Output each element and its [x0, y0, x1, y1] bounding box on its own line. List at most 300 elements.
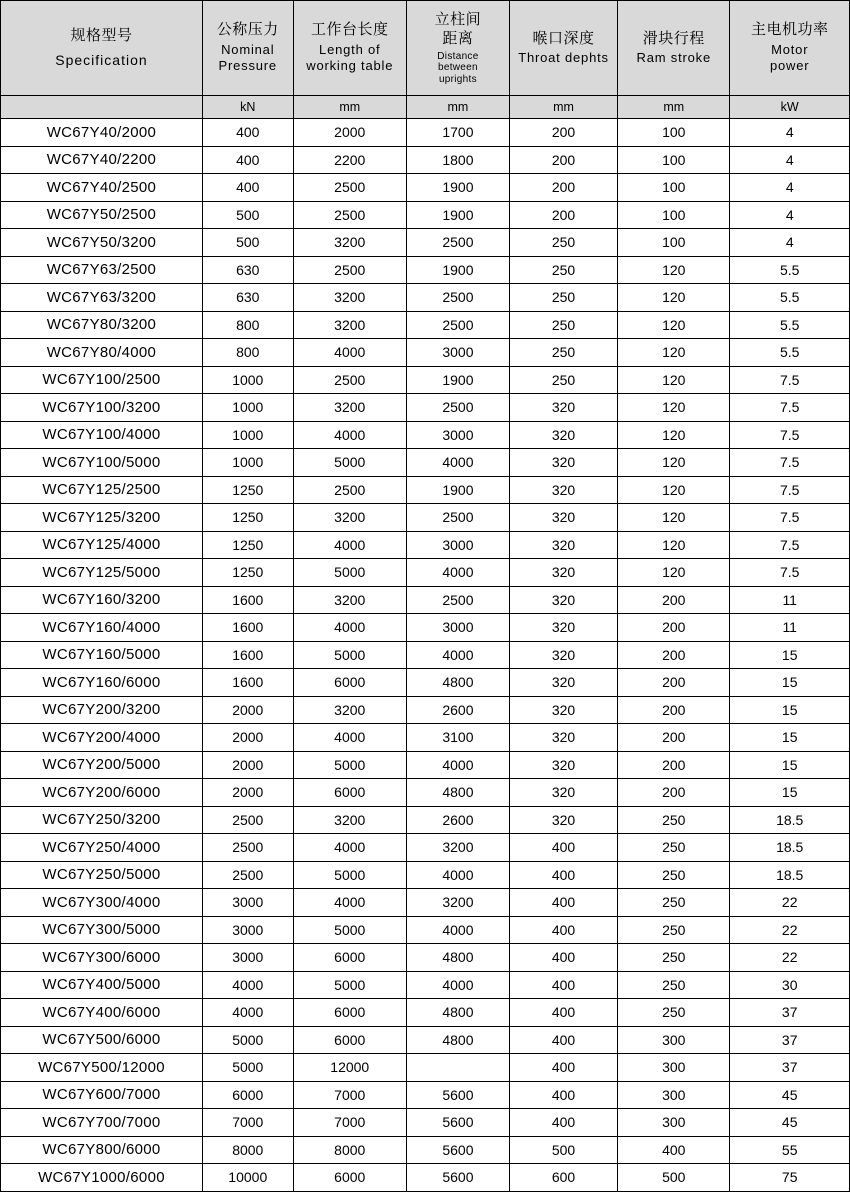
- cell-value: 30: [730, 971, 850, 999]
- cell-value: 15: [730, 751, 850, 779]
- cell-value: 22: [730, 916, 850, 944]
- cell-value: 5.5: [730, 311, 850, 339]
- cell-value: 2500: [406, 586, 509, 614]
- column-header-cn-0: 规格型号: [70, 26, 133, 44]
- cell-value: 4: [730, 146, 850, 174]
- cell-value: 6000: [293, 1026, 406, 1054]
- cell-value: 400: [202, 174, 293, 202]
- cell-value: 400: [202, 119, 293, 147]
- cell-value: 3200: [293, 394, 406, 422]
- cell-value: 45: [730, 1109, 850, 1137]
- table-row: [1, 696, 850, 724]
- cell-value: 4000: [406, 751, 509, 779]
- cell-value: 2500: [406, 229, 509, 257]
- cell-value: 500: [202, 201, 293, 229]
- cell-value: 7000: [202, 1109, 293, 1137]
- cell-value: 400: [509, 834, 617, 862]
- cell-specification: WC67Y160/6000: [1, 669, 203, 697]
- cell-value: [406, 1054, 509, 1082]
- cell-value: 320: [509, 449, 617, 477]
- cell-specification: WC67Y1000/6000: [1, 1164, 203, 1192]
- cell-specification: WC67Y50/3200: [1, 229, 203, 257]
- cell-value: 3200: [293, 284, 406, 312]
- cell-specification: WC67Y200/6000: [1, 779, 203, 807]
- cell-value: 1900: [406, 174, 509, 202]
- cell-value: 7.5: [730, 449, 850, 477]
- cell-value: 3000: [406, 531, 509, 559]
- cell-value: 4000: [293, 889, 406, 917]
- column-unit-4: mm: [509, 96, 617, 119]
- cell-value: 320: [509, 614, 617, 642]
- cell-value: 250: [509, 339, 617, 367]
- cell-value: 400: [509, 944, 617, 972]
- table-body: [1, 119, 850, 1192]
- cell-value: 7.5: [730, 476, 850, 504]
- cell-specification: WC67Y800/6000: [1, 1136, 203, 1164]
- cell-value: 320: [509, 504, 617, 532]
- column-header-cn-6: 主电机功率: [750, 21, 829, 39]
- cell-specification: WC67Y400/5000: [1, 971, 203, 999]
- table-row: [1, 174, 850, 202]
- cell-value: 4800: [406, 1026, 509, 1054]
- cell-value: 1700: [406, 119, 509, 147]
- cell-value: 250: [618, 916, 730, 944]
- cell-value: 10000: [202, 1164, 293, 1192]
- cell-value: 4000: [293, 421, 406, 449]
- table-row: [1, 999, 850, 1027]
- cell-value: 15: [730, 779, 850, 807]
- cell-value: 5600: [406, 1081, 509, 1109]
- table-row: [1, 724, 850, 752]
- cell-value: 3000: [406, 339, 509, 367]
- cell-value: 2500: [293, 366, 406, 394]
- column-header-cn-2: 工作台长度: [311, 21, 389, 39]
- header-row-titles: [1, 1, 850, 96]
- cell-value: 2500: [202, 861, 293, 889]
- cell-value: 7.5: [730, 421, 850, 449]
- cell-value: 5000: [293, 751, 406, 779]
- cell-value: 3200: [293, 229, 406, 257]
- cell-value: 250: [509, 256, 617, 284]
- cell-value: 5000: [293, 449, 406, 477]
- cell-specification: WC67Y40/2000: [1, 119, 203, 147]
- cell-value: 5000: [293, 641, 406, 669]
- cell-value: 500: [202, 229, 293, 257]
- table-row: [1, 394, 850, 422]
- cell-value: 1000: [202, 449, 293, 477]
- cell-value: 320: [509, 779, 617, 807]
- cell-value: 2600: [406, 696, 509, 724]
- column-header-en-5: Ram stroke: [636, 50, 711, 66]
- cell-value: 7000: [293, 1109, 406, 1137]
- cell-value: 120: [618, 394, 730, 422]
- table-row: [1, 889, 850, 917]
- cell-value: 250: [509, 284, 617, 312]
- cell-value: 7.5: [730, 504, 850, 532]
- cell-value: 2500: [293, 256, 406, 284]
- cell-value: 2000: [202, 779, 293, 807]
- cell-value: 2500: [293, 476, 406, 504]
- cell-value: 22: [730, 944, 850, 972]
- cell-value: 3100: [406, 724, 509, 752]
- cell-value: 120: [618, 559, 730, 587]
- cell-value: 100: [618, 146, 730, 174]
- cell-value: 5000: [202, 1026, 293, 1054]
- cell-value: 400: [509, 1054, 617, 1082]
- cell-specification: WC67Y125/2500: [1, 476, 203, 504]
- cell-value: 320: [509, 531, 617, 559]
- cell-value: 5000: [293, 559, 406, 587]
- cell-value: 120: [618, 366, 730, 394]
- cell-specification: WC67Y100/2500: [1, 366, 203, 394]
- table-row: [1, 146, 850, 174]
- table-row: [1, 779, 850, 807]
- cell-value: 5.5: [730, 284, 850, 312]
- cell-value: 120: [618, 504, 730, 532]
- cell-value: 1000: [202, 366, 293, 394]
- cell-value: 37: [730, 1026, 850, 1054]
- table-row: [1, 971, 850, 999]
- cell-specification: WC67Y40/2500: [1, 174, 203, 202]
- cell-specification: WC67Y125/3200: [1, 504, 203, 532]
- cell-value: 1250: [202, 476, 293, 504]
- cell-value: 11: [730, 586, 850, 614]
- cell-value: 630: [202, 284, 293, 312]
- table-row: [1, 806, 850, 834]
- cell-value: 200: [509, 119, 617, 147]
- cell-value: 400: [509, 1081, 617, 1109]
- column-header-en-1: Nominal Pressure: [218, 42, 277, 74]
- cell-value: 400: [509, 1026, 617, 1054]
- column-header-0: [1, 1, 203, 96]
- cell-value: 320: [509, 394, 617, 422]
- cell-specification: WC67Y125/5000: [1, 559, 203, 587]
- table-row: [1, 559, 850, 587]
- cell-value: 1600: [202, 669, 293, 697]
- cell-value: 800: [202, 339, 293, 367]
- cell-value: 7.5: [730, 531, 850, 559]
- cell-value: 5600: [406, 1109, 509, 1137]
- column-header-2: [293, 1, 406, 96]
- cell-value: 250: [618, 971, 730, 999]
- cell-value: 1600: [202, 641, 293, 669]
- cell-value: 12000: [293, 1054, 406, 1082]
- cell-value: 320: [509, 421, 617, 449]
- cell-specification: WC67Y80/4000: [1, 339, 203, 367]
- cell-value: 4: [730, 174, 850, 202]
- cell-value: 320: [509, 724, 617, 752]
- cell-value: 75: [730, 1164, 850, 1192]
- cell-value: 1900: [406, 256, 509, 284]
- cell-value: 55: [730, 1136, 850, 1164]
- cell-value: 6000: [293, 779, 406, 807]
- cell-specification: WC67Y700/7000: [1, 1109, 203, 1137]
- cell-value: 1000: [202, 394, 293, 422]
- cell-value: 250: [618, 999, 730, 1027]
- cell-value: 400: [618, 1136, 730, 1164]
- cell-value: 3200: [406, 889, 509, 917]
- cell-specification: WC67Y200/4000: [1, 724, 203, 752]
- cell-value: 7.5: [730, 366, 850, 394]
- cell-value: 45: [730, 1081, 850, 1109]
- cell-value: 1900: [406, 201, 509, 229]
- cell-value: 3000: [202, 916, 293, 944]
- cell-value: 4000: [293, 339, 406, 367]
- cell-specification: WC67Y125/4000: [1, 531, 203, 559]
- cell-specification: WC67Y50/2500: [1, 201, 203, 229]
- cell-value: 2500: [406, 504, 509, 532]
- cell-value: 3000: [202, 944, 293, 972]
- column-header-cn-4: 喉口深度: [532, 29, 595, 47]
- cell-value: 320: [509, 586, 617, 614]
- cell-value: 120: [618, 421, 730, 449]
- cell-value: 4000: [202, 971, 293, 999]
- cell-value: 15: [730, 696, 850, 724]
- cell-value: 5000: [293, 861, 406, 889]
- cell-value: 15: [730, 724, 850, 752]
- table-row: [1, 916, 850, 944]
- cell-specification: WC67Y200/5000: [1, 751, 203, 779]
- cell-value: 600: [509, 1164, 617, 1192]
- cell-value: 22: [730, 889, 850, 917]
- column-unit-1: kN: [202, 96, 293, 119]
- cell-specification: WC67Y160/5000: [1, 641, 203, 669]
- column-unit-0: [1, 96, 203, 119]
- table-row: [1, 944, 850, 972]
- cell-value: 500: [618, 1164, 730, 1192]
- cell-value: 2500: [202, 806, 293, 834]
- table-row: [1, 311, 850, 339]
- cell-value: 400: [509, 1109, 617, 1137]
- table-row: [1, 1054, 850, 1082]
- table-row: [1, 421, 850, 449]
- cell-value: 3200: [406, 834, 509, 862]
- cell-value: 6000: [293, 944, 406, 972]
- cell-value: 320: [509, 669, 617, 697]
- cell-value: 4800: [406, 779, 509, 807]
- cell-value: 3200: [293, 311, 406, 339]
- cell-specification: WC67Y63/2500: [1, 256, 203, 284]
- cell-value: 120: [618, 449, 730, 477]
- cell-value: 18.5: [730, 806, 850, 834]
- table-row: [1, 284, 850, 312]
- cell-value: 3000: [202, 889, 293, 917]
- cell-value: 2200: [293, 146, 406, 174]
- cell-value: 1000: [202, 421, 293, 449]
- table-row: [1, 339, 850, 367]
- table-row: [1, 751, 850, 779]
- cell-value: 300: [618, 1054, 730, 1082]
- cell-value: 5600: [406, 1136, 509, 1164]
- column-header-cn-5: 滑块行程: [642, 29, 705, 47]
- cell-value: 7.5: [730, 559, 850, 587]
- cell-value: 1250: [202, 559, 293, 587]
- column-unit-6: kW: [730, 96, 850, 119]
- cell-specification: WC67Y100/4000: [1, 421, 203, 449]
- column-header-6: [730, 1, 850, 96]
- column-header-4: [509, 1, 617, 96]
- cell-value: 4000: [293, 834, 406, 862]
- cell-value: 4000: [406, 641, 509, 669]
- cell-value: 1800: [406, 146, 509, 174]
- cell-specification: WC67Y250/5000: [1, 861, 203, 889]
- cell-value: 120: [618, 339, 730, 367]
- cell-value: 200: [509, 201, 617, 229]
- cell-specification: WC67Y500/12000: [1, 1054, 203, 1082]
- cell-value: 100: [618, 119, 730, 147]
- cell-value: 7000: [293, 1081, 406, 1109]
- cell-value: 2600: [406, 806, 509, 834]
- cell-specification: WC67Y300/6000: [1, 944, 203, 972]
- cell-value: 4000: [202, 999, 293, 1027]
- table-row: [1, 1164, 850, 1192]
- cell-value: 1600: [202, 614, 293, 642]
- cell-specification: WC67Y160/4000: [1, 614, 203, 642]
- cell-value: 250: [618, 806, 730, 834]
- cell-value: 200: [618, 724, 730, 752]
- table-row: [1, 504, 850, 532]
- table-row: [1, 366, 850, 394]
- cell-value: 120: [618, 311, 730, 339]
- cell-value: 4000: [406, 971, 509, 999]
- cell-value: 5000: [202, 1054, 293, 1082]
- table-row: [1, 119, 850, 147]
- cell-value: 250: [618, 889, 730, 917]
- cell-value: 2500: [293, 201, 406, 229]
- cell-value: 4: [730, 119, 850, 147]
- cell-value: 400: [509, 999, 617, 1027]
- cell-value: 200: [509, 174, 617, 202]
- cell-value: 3000: [406, 421, 509, 449]
- cell-value: 100: [618, 174, 730, 202]
- cell-value: 15: [730, 669, 850, 697]
- table-row: [1, 201, 850, 229]
- cell-value: 400: [509, 889, 617, 917]
- cell-value: 7.5: [730, 394, 850, 422]
- cell-value: 120: [618, 284, 730, 312]
- cell-value: 2500: [406, 394, 509, 422]
- cell-value: 18.5: [730, 861, 850, 889]
- cell-value: 3200: [293, 806, 406, 834]
- cell-value: 1250: [202, 531, 293, 559]
- cell-specification: WC67Y200/3200: [1, 696, 203, 724]
- cell-value: 200: [618, 586, 730, 614]
- table-row: [1, 834, 850, 862]
- cell-value: 4000: [406, 861, 509, 889]
- column-header-en-2: Length of working table: [306, 42, 394, 74]
- cell-value: 2000: [202, 696, 293, 724]
- cell-specification: WC67Y40/2200: [1, 146, 203, 174]
- cell-value: 120: [618, 476, 730, 504]
- cell-value: 15: [730, 641, 850, 669]
- table-row: [1, 531, 850, 559]
- cell-value: 250: [509, 311, 617, 339]
- cell-value: 250: [618, 834, 730, 862]
- table-row: [1, 256, 850, 284]
- cell-value: 1900: [406, 366, 509, 394]
- cell-value: 4000: [293, 724, 406, 752]
- table-row: [1, 586, 850, 614]
- table-row: [1, 861, 850, 889]
- cell-value: 100: [618, 229, 730, 257]
- cell-value: 250: [509, 366, 617, 394]
- cell-value: 4: [730, 229, 850, 257]
- table-row: [1, 229, 850, 257]
- column-header-en-3: Distance between uprights: [437, 50, 479, 85]
- cell-value: 4000: [293, 614, 406, 642]
- cell-specification: WC67Y100/3200: [1, 394, 203, 422]
- cell-value: 200: [509, 146, 617, 174]
- table-row: [1, 476, 850, 504]
- cell-value: 250: [509, 229, 617, 257]
- cell-value: 300: [618, 1109, 730, 1137]
- table-header: [1, 1, 850, 119]
- table-row: [1, 669, 850, 697]
- cell-value: 3200: [293, 586, 406, 614]
- column-header-5: [618, 1, 730, 96]
- cell-value: 2500: [406, 284, 509, 312]
- column-header-en-6: Motor power: [770, 42, 810, 74]
- cell-value: 2500: [293, 174, 406, 202]
- cell-specification: WC67Y160/3200: [1, 586, 203, 614]
- column-header-en-0: Specification: [55, 51, 148, 68]
- cell-value: 320: [509, 696, 617, 724]
- cell-value: 1600: [202, 586, 293, 614]
- cell-value: 37: [730, 1054, 850, 1082]
- cell-value: 200: [618, 614, 730, 642]
- cell-value: 630: [202, 256, 293, 284]
- table-row: [1, 641, 850, 669]
- cell-value: 4800: [406, 944, 509, 972]
- cell-value: 300: [618, 1081, 730, 1109]
- cell-value: 5000: [293, 971, 406, 999]
- column-unit-5: mm: [618, 96, 730, 119]
- table-row: [1, 1136, 850, 1164]
- cell-specification: WC67Y250/4000: [1, 834, 203, 862]
- column-header-cn-1: 公称压力: [216, 21, 279, 39]
- cell-specification: WC67Y300/5000: [1, 916, 203, 944]
- cell-value: 18.5: [730, 834, 850, 862]
- cell-value: 11: [730, 614, 850, 642]
- cell-value: 3200: [293, 696, 406, 724]
- cell-value: 4800: [406, 669, 509, 697]
- cell-value: 6000: [293, 669, 406, 697]
- cell-specification: WC67Y250/3200: [1, 806, 203, 834]
- cell-specification: WC67Y100/5000: [1, 449, 203, 477]
- cell-value: 250: [618, 861, 730, 889]
- cell-value: 320: [509, 806, 617, 834]
- cell-value: 200: [618, 751, 730, 779]
- table-row: [1, 1081, 850, 1109]
- cell-value: 200: [618, 696, 730, 724]
- cell-value: 5000: [293, 916, 406, 944]
- cell-value: 2000: [202, 724, 293, 752]
- cell-value: 6000: [202, 1081, 293, 1109]
- cell-value: 2000: [293, 119, 406, 147]
- cell-specification: WC67Y80/3200: [1, 311, 203, 339]
- cell-value: 120: [618, 531, 730, 559]
- cell-value: 5600: [406, 1164, 509, 1192]
- cell-value: 5.5: [730, 256, 850, 284]
- cell-specification: WC67Y300/4000: [1, 889, 203, 917]
- cell-value: 200: [618, 669, 730, 697]
- cell-value: 2000: [202, 751, 293, 779]
- column-header-en-4: Throat dephts: [518, 50, 609, 66]
- cell-value: 1900: [406, 476, 509, 504]
- cell-value: 3000: [406, 614, 509, 642]
- cell-value: 37: [730, 999, 850, 1027]
- cell-value: 300: [618, 1026, 730, 1054]
